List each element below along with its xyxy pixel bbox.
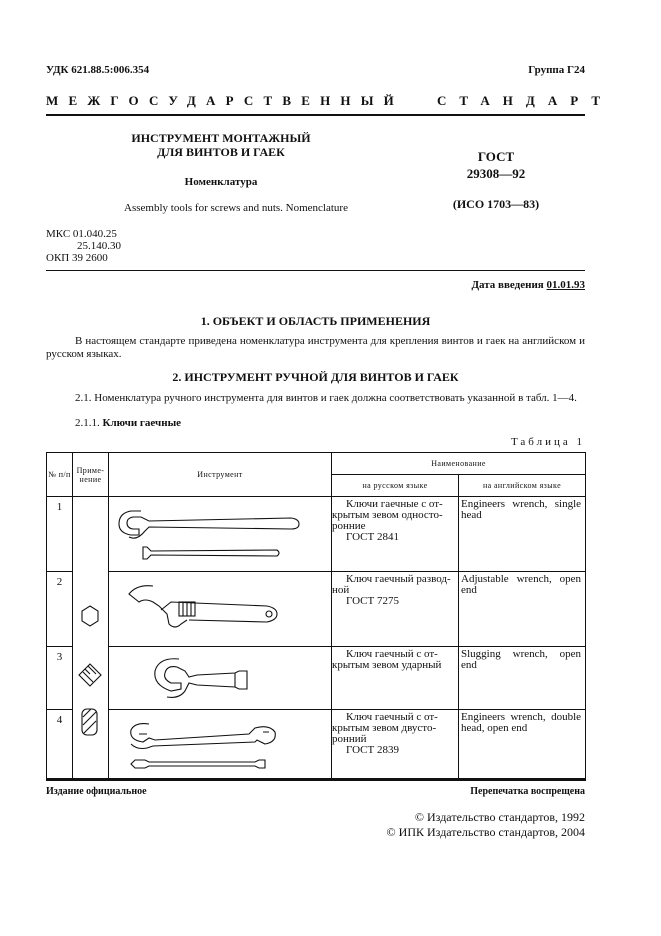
header-number: № п/п [47, 453, 73, 497]
iso-reference: (ИСО 1703—83) [452, 197, 540, 211]
square-nut-icon [79, 664, 101, 686]
tool-cell [109, 571, 332, 646]
section-1-heading: 1. ОБЪЕКТ И ОБЛАСТЬ ПРИМЕНЕНИЯ [200, 314, 431, 328]
banner-standard: СТАНДАРТ [437, 93, 614, 108]
table-row [47, 710, 586, 781]
row-number: 3 [47, 646, 73, 710]
single-head-wrench-icon [109, 497, 332, 567]
intro-date-label: Дата введения [471, 279, 544, 291]
table-row [47, 497, 586, 572]
slugging-wrench-icon [109, 647, 332, 706]
gost-number: 29308—92 [466, 166, 526, 181]
table-row [47, 646, 586, 710]
tool-cell [109, 710, 332, 781]
banner-interstate: МЕЖГОСУДАРСТВЕННЫЙ [46, 93, 404, 108]
gost-block [440, 148, 552, 182]
table-row [47, 571, 586, 646]
russian-name: Ключ гаечный развод- ной ГОСТ 7275 [332, 571, 459, 646]
copyright-2004: © ИПК Издательство стандартов, 2004 [386, 825, 585, 839]
header-tool: Инструмент [109, 453, 332, 497]
tool-cell [109, 497, 332, 572]
nomenclature-table [46, 452, 586, 781]
russian-name: Ключ гаечный с от- крытым зевом ударный [332, 646, 459, 710]
mks-code-2: 25.140.30 [77, 240, 121, 252]
header-russian: на русском языке [332, 475, 459, 497]
flat-head-icon [82, 709, 97, 735]
official-edition: Издание официальное [46, 786, 147, 797]
adjustable-wrench-icon [109, 572, 332, 642]
english-name: Engineers wrench, single head [459, 497, 586, 572]
section-2-text: 2.1. Номенклатура ручного инструмента для винтов и гаек должна соответствовать указанной в табл. 1—4. [75, 392, 577, 404]
russian-name: Ключ гаечный с от- крытым зевом двусто- ронний ГОСТ 2839 [332, 710, 459, 781]
double-head-wrench-icon [109, 710, 332, 776]
row-number: 2 [47, 571, 73, 646]
title-rule [46, 270, 585, 271]
header-name: Наименование [332, 453, 586, 475]
section-1-text: В настоящем стандарте приведена номенклатура инструмента для крепления винтов и гаек на английском и русском языках. [46, 335, 585, 360]
usage-cell [73, 497, 109, 781]
header-usage: Приме- нение [73, 453, 109, 497]
document-title [46, 131, 396, 159]
english-name: Slugging wrench, open end [459, 646, 586, 710]
subsection-number: 2.1.1. [75, 417, 100, 429]
russian-name: Ключи гаечные с от- крытым зевом односто- ронние ГОСТ 2841 [332, 497, 459, 572]
gost-label: ГОСТ [477, 149, 515, 164]
intro-date [471, 279, 585, 291]
title-subtitle: Номенклатура [184, 176, 258, 188]
copyright-block [387, 810, 585, 840]
copyright-1992: © Издательство стандартов, 1992 [414, 810, 585, 824]
mks-code: МКС 01.040.25 [46, 228, 117, 240]
intro-date-value: 01.01.93 [546, 279, 585, 291]
subsection-title: Ключи гаечные [102, 417, 182, 429]
okp-code: ОКП 39 2600 [46, 252, 108, 264]
reprint-forbidden: Перепечатка воспрещена [470, 786, 585, 797]
hex-nut-icon [82, 606, 98, 626]
tool-cell [109, 646, 332, 710]
table-caption: Таблица 1 [510, 436, 585, 448]
subsection-2-1-1 [75, 417, 181, 429]
title-line-2: ДЛЯ ВИНТОВ И ГАЕК [157, 145, 285, 159]
udk-code: УДК 621.88.5:006.354 [46, 64, 150, 76]
title-line-1: ИНСТРУМЕНТ МОНТАЖНЫЙ [131, 131, 311, 145]
title-english: Assembly tools for screws and nuts. Nomenclature [124, 202, 348, 214]
row-number: 1 [47, 497, 73, 572]
row-number: 4 [47, 710, 73, 781]
header-english: на английском языке [459, 475, 586, 497]
english-name: Engineers wrench, double head, open end [459, 710, 586, 781]
classification-codes [46, 228, 121, 264]
header-rule [46, 114, 585, 116]
english-name: Adjustable wrench, open end [459, 571, 586, 646]
usage-icons [73, 497, 109, 777]
section-2-heading: 2. ИНСТРУМЕНТ РУЧНОЙ ДЛЯ ВИНТОВ И ГАЕК [172, 370, 459, 384]
group-code: Группа Г24 [528, 64, 585, 76]
footer-rule [46, 778, 585, 780]
